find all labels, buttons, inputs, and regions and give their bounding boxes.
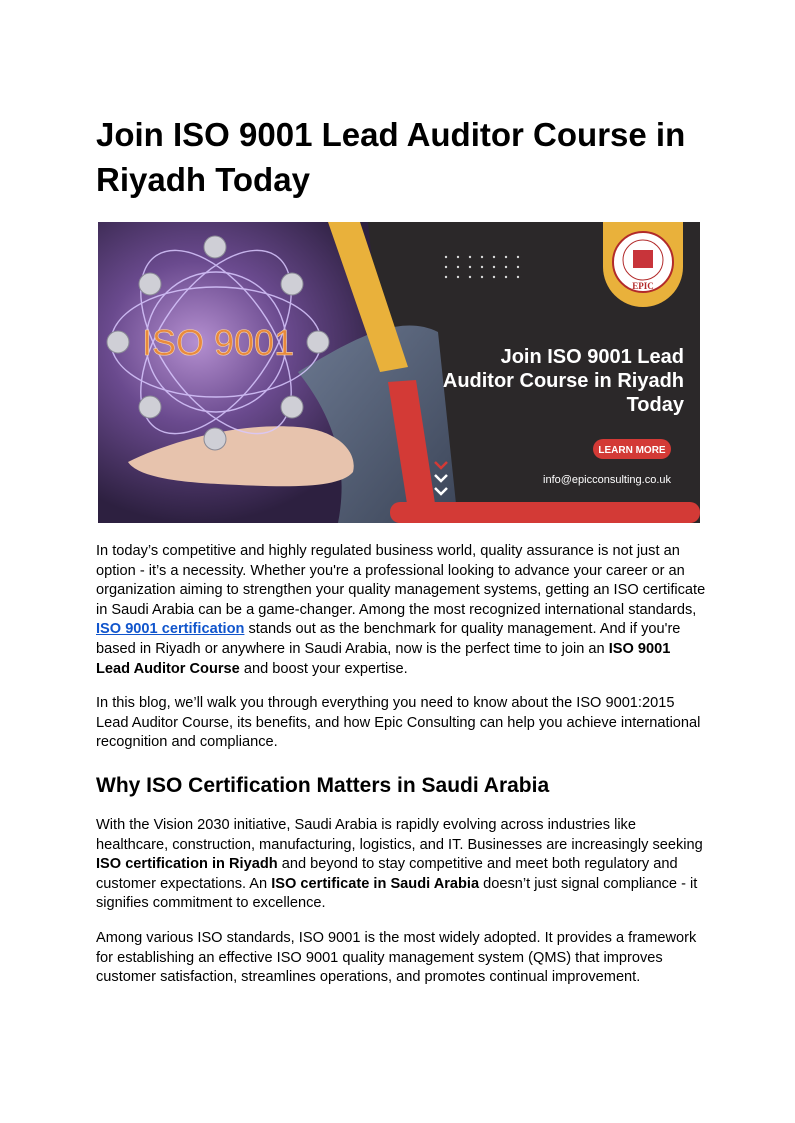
section-p1-bold-2: ISO certificate in Saudi Arabia — [271, 875, 480, 892]
hero-headline-line1: Join ISO 9001 Lead — [500, 346, 684, 368]
intro-text-2: stands out as the benchmark for quality management. And if you're based in Riyadh or anywhere in Saudi Arabia, now is the perfect time to join an — [96, 621, 681, 657]
intro-text-3: and boost your expertise. — [239, 660, 408, 677]
blog-intro-paragraph: In this blog, we’ll walk you through everything you need to know about the ISO 9001:2015 Lead Auditor Course, its benefits, and how Epic Consulting can help you achieve international recognition and compliance. — [96, 695, 701, 751]
learn-more-button[interactable] — [593, 439, 671, 459]
hero-headline-line2: Auditor Course in Riyadh — [442, 370, 684, 392]
section-p1-text-2: and beyond to stay competitive and meet both regulatory and customer expectations. An — [96, 856, 678, 892]
hero-banner[interactable] — [98, 222, 700, 523]
page-title: Join ISO 9001 Lead Auditor Course in Riyadh Today — [96, 116, 686, 198]
section-p1-text-1: With the Vision 2030 initiative, Saudi Arabia is rapidly evolving across industries like healthcare, construction, manufacturing, logistics, and IT. Businesses are increasingly seeking — [96, 817, 703, 853]
hero-email: info@epicconsulting.co.uk — [543, 474, 671, 486]
intro-text-1: In today’s competitive and highly regulated business world, quality assurance is not just an option - it’s a necessity. Whether you're a professional looking to advance your career or an organization aiming to strengthen your quality management systems, getting an ISO certificate in Saudi Arabia can be a game-changer. Among the most recognized international standards, — [96, 543, 706, 618]
section-p1-text-3: doesn’t just signal compliance - it signifies commitment to excellence. — [96, 875, 698, 912]
hero-iso-label: ISO 9001 — [142, 322, 295, 363]
iso-9001-certification-link[interactable]: ISO 9001 certification — [96, 621, 245, 638]
section-paragraph-2: Among various ISO standards, ISO 9001 is the most widely adopted. It provides a framework for establishing an effective ISO 9001 quality management system (QMS) that improves customer satisfaction, streamlines operations, and promotes continual improvement. — [96, 930, 697, 986]
intro-bold-course: ISO 9001 Lead Auditor Course — [96, 640, 671, 677]
section-p1-bold-1: ISO certification in Riyadh — [96, 856, 278, 873]
section-heading: Why ISO Certification Matters in Saudi Arabia — [96, 774, 550, 797]
learn-more-label: LEARN MORE — [598, 445, 666, 456]
logo-text: EPIC — [632, 281, 654, 291]
intro-paragraph — [96, 542, 706, 679]
hero-headline-line3: Today — [626, 394, 684, 416]
red-bottom-strip — [390, 502, 700, 523]
section-paragraph-1 — [96, 816, 706, 914]
epic-logo — [613, 232, 673, 292]
